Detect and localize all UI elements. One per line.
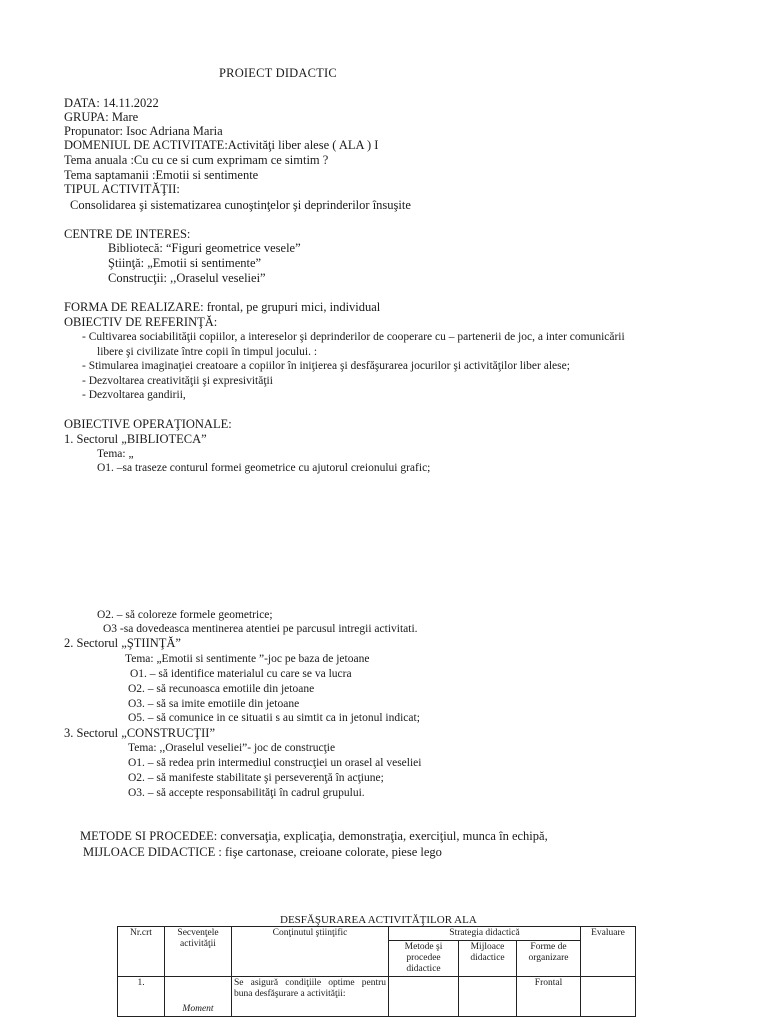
- sector-2-objective: O1. – să identifice materialul cu care se va lucra: [130, 668, 352, 680]
- materials-line: MIJLOACE DIDACTICE : fişe cartonase, creioane colorate, piese lego: [83, 845, 442, 859]
- methods-line: METODE SI PROCEDEE: conversaţia, explicaţia, demonstraţia, exerciţiul, munca în echipă,: [80, 829, 548, 843]
- header-methods: Metode şi procedee didactice: [389, 941, 459, 977]
- header-nrcrt: Nr.crt: [118, 927, 165, 977]
- sector-1-title: 1. Sectorul „BIBLIOTECA”: [64, 432, 207, 446]
- sector-2-objective: O3. – să sa imite emotiile din jetoane: [128, 698, 300, 710]
- date-line: DATA: 14.11.2022: [64, 96, 159, 110]
- center-item-science: Ştiinţă: „Emotii si sentimente”: [108, 256, 262, 270]
- sector-1-objective: O2. – să coloreze formele geometrice;: [97, 609, 273, 621]
- sector-1-objective: O3 -sa dovedeasca mentinerea atentiei pe parcusul intregii activitati.: [103, 623, 418, 635]
- cell-content: Se asigură condiţiile optime pentru buna desfăşurare a activităţii:: [232, 977, 389, 1017]
- reference-objective-item: - Dezvoltarea gandirii,: [82, 389, 186, 401]
- header-resources: Mijloace didactice: [459, 941, 517, 977]
- cell-nr: 1.: [118, 977, 165, 1017]
- sector-3-objective: O1. – să redea prin intermediul construcţiei un orasel al veseliei: [128, 757, 422, 769]
- activity-table: [117, 926, 636, 1017]
- reference-objective-label: OBIECTIV DE REFERINŢĂ:: [64, 315, 218, 329]
- operational-objectives-label: OBIECTIVE OPERAŢIONALE:: [64, 417, 232, 431]
- center-item-library: Bibliotecă: “Figuri geometrice vesele”: [108, 241, 301, 255]
- sector-2-objective: O2. – să recunoasca emotiile din jetoane: [128, 683, 315, 695]
- header-organization: Forme de organizare: [517, 941, 581, 977]
- sector-1-theme: Tema: „: [97, 448, 134, 460]
- reference-objective-item: - Stimularea imaginaţiei creatoare a copiilor în iniţierea şi desfăşurarea jocurilor şi activităţilor liber alese;: [82, 360, 570, 372]
- group-line: GRUPA: Mare: [64, 110, 139, 124]
- cell-resources: [459, 977, 517, 1017]
- header-strategy: Strategia didactică: [389, 927, 581, 941]
- activity-type-label: TIPUL ACTIVITĂŢII:: [64, 182, 180, 196]
- header-evaluation: Evaluare: [581, 927, 636, 977]
- weekly-theme-line: Tema saptamanii :Emotii si sentimente: [64, 168, 259, 182]
- cell-evaluation: [581, 977, 636, 1017]
- sector-3-objective: O2. – să manifeste stabilitate şi perseverenţă în acţiune;: [128, 772, 384, 784]
- annual-theme-line: Tema anuala :Cu cu ce si cum exprimam ce simtim ?: [64, 153, 329, 167]
- form-line: FORMA DE REALIZARE: frontal, pe grupuri mici, individual: [64, 300, 381, 314]
- table-title: DESFĂŞURAREA ACTIVITĂŢILOR ALA: [280, 914, 477, 926]
- activity-type-text: Consolidarea şi sistematizarea cunoştinţelor şi deprinderilor însuşite: [70, 198, 411, 212]
- page-title: PROIECT DIDACTIC: [219, 66, 337, 80]
- header-content: Conţinutul ştiinţific: [232, 927, 389, 977]
- author-line: Propunator: Isoc Adriana Maria: [64, 124, 223, 138]
- sector-2-objective: O5. – să comunice in ce situatii s au simtit ca in jetonul indicat;: [128, 712, 420, 724]
- sector-3-theme: Tema: ,,Oraselul veseliei”- joc de construcţie: [128, 742, 336, 754]
- reference-objective-item: - Dezvoltarea creativităţii şi expresivităţii: [82, 375, 273, 387]
- cell-methods: [389, 977, 459, 1017]
- sector-1-objective: O1. –sa traseze conturul formei geometrice cu ajutorul creionului grafic;: [97, 462, 431, 474]
- domain-line: DOMENIUL DE ACTIVITATE:Activităţi liber alese ( ALA ) I: [64, 138, 379, 152]
- sector-3-title: 3. Sectorul „CONSTRUCŢII”: [64, 726, 216, 740]
- header-sequences: Secvenţele activităţii: [165, 927, 232, 977]
- centers-label: CENTRE DE INTERES:: [64, 227, 191, 241]
- sector-3-objective: O3. – să accepte responsabilităţi în cadrul grupului.: [128, 787, 365, 799]
- center-item-construction: Construcţii: ,,Oraselul veseliei”: [108, 271, 266, 285]
- cell-organization: Frontal: [517, 977, 581, 1017]
- sector-2-theme: Tema: „Emotii si sentimente ”-joc pe baza de jetoane: [125, 653, 370, 665]
- reference-objective-item: - Cultivarea sociabilităţii copiilor, a intereselor şi deprinderilor de cooperare cu – partenerii de joc, a inter comunicării: [82, 331, 625, 343]
- reference-objective-item: libere şi civilizate între copii în timpul jocului. :: [97, 346, 318, 358]
- sector-2-title: 2. Sectorul „ŞTIINŢĂ”: [64, 636, 181, 650]
- cell-sequence: Moment: [165, 977, 232, 1017]
- table-row: [118, 977, 636, 1017]
